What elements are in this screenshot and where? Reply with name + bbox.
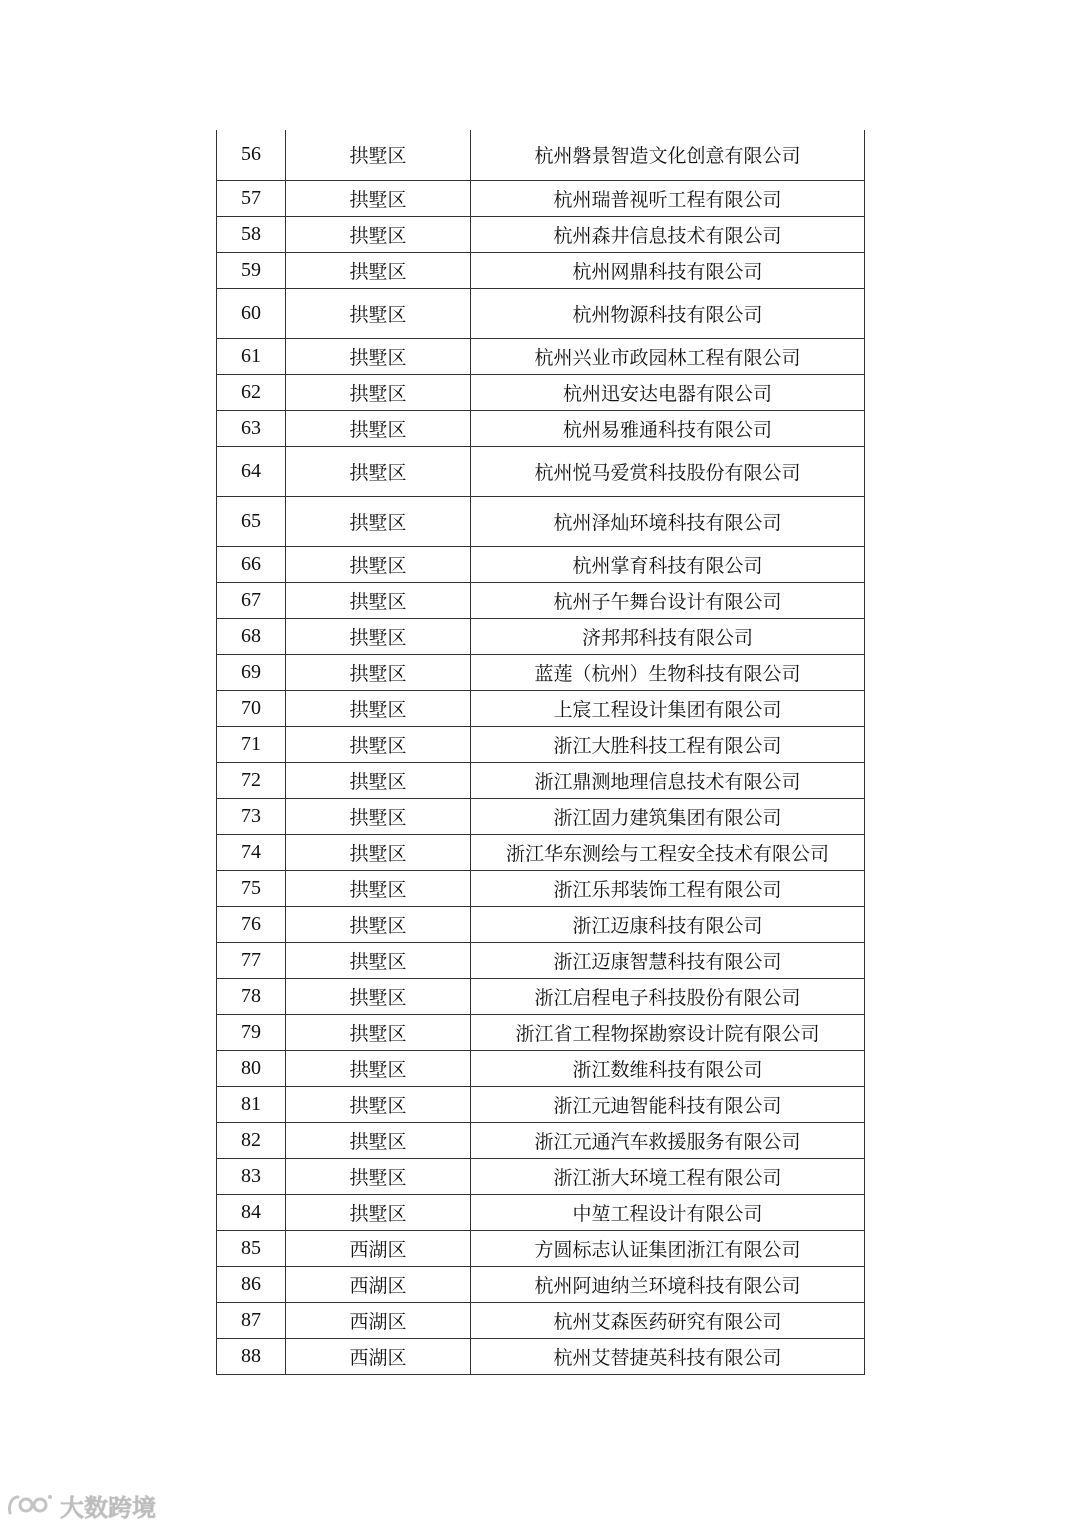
table-row <box>217 834 865 870</box>
table-row <box>217 130 865 180</box>
district-cell: 拱墅区 <box>286 870 471 906</box>
district-cell: 拱墅区 <box>286 654 471 690</box>
district-cell: 拱墅区 <box>286 546 471 582</box>
row-number-cell: 84 <box>217 1194 286 1230</box>
table-row <box>217 410 865 446</box>
table-row <box>217 1086 865 1122</box>
company-name-cell: 杭州艾森医药研究有限公司 <box>471 1302 865 1338</box>
district-cell: 拱墅区 <box>286 252 471 288</box>
table-row <box>217 1122 865 1158</box>
table-row <box>217 1338 865 1374</box>
company-name-cell: 杭州瑞普视听工程有限公司 <box>471 180 865 216</box>
district-cell: 拱墅区 <box>286 582 471 618</box>
table-row <box>217 252 865 288</box>
table-row <box>217 1266 865 1302</box>
row-number-cell: 75 <box>217 870 286 906</box>
district-cell: 西湖区 <box>286 1230 471 1266</box>
district-cell: 拱墅区 <box>286 410 471 446</box>
district-cell: 拱墅区 <box>286 978 471 1014</box>
table-row <box>217 180 865 216</box>
company-name-cell: 方圆标志认证集团浙江有限公司 <box>471 1230 865 1266</box>
table-row <box>217 906 865 942</box>
row-number-cell: 69 <box>217 654 286 690</box>
row-number-cell: 64 <box>217 446 286 496</box>
company-name-cell: 杭州阿迪纳兰环境科技有限公司 <box>471 1266 865 1302</box>
company-name-cell: 浙江元通汽车救援服务有限公司 <box>471 1122 865 1158</box>
table-row <box>217 1230 865 1266</box>
table-row <box>217 338 865 374</box>
row-number-cell: 72 <box>217 762 286 798</box>
district-cell: 拱墅区 <box>286 834 471 870</box>
table-row <box>217 1194 865 1230</box>
district-cell: 拱墅区 <box>286 1014 471 1050</box>
table-row <box>217 546 865 582</box>
row-number-cell: 65 <box>217 496 286 546</box>
row-number-cell: 56 <box>217 130 286 180</box>
district-cell: 拱墅区 <box>286 1050 471 1086</box>
district-cell: 拱墅区 <box>286 288 471 338</box>
company-name-cell: 浙江固力建筑集团有限公司 <box>471 798 865 834</box>
table-row <box>217 496 865 546</box>
table-row <box>217 654 865 690</box>
company-name-cell: 浙江大胜科技工程有限公司 <box>471 726 865 762</box>
row-number-cell: 67 <box>217 582 286 618</box>
district-cell: 拱墅区 <box>286 1194 471 1230</box>
table-row <box>217 1014 865 1050</box>
row-number-cell: 88 <box>217 1338 286 1374</box>
watermark <box>6 1490 156 1520</box>
row-number-cell: 81 <box>217 1086 286 1122</box>
district-cell: 拱墅区 <box>286 618 471 654</box>
table-row <box>217 288 865 338</box>
company-name-cell: 杭州艾替捷英科技有限公司 <box>471 1338 865 1374</box>
row-number-cell: 57 <box>217 180 286 216</box>
row-number-cell: 63 <box>217 410 286 446</box>
company-name-cell: 杭州磐景智造文化创意有限公司 <box>471 130 865 180</box>
company-name-cell: 浙江乐邦装饰工程有限公司 <box>471 870 865 906</box>
district-cell: 拱墅区 <box>286 130 471 180</box>
company-name-cell: 浙江鼎测地理信息技术有限公司 <box>471 762 865 798</box>
table-row <box>217 1158 865 1194</box>
table-row <box>217 374 865 410</box>
district-cell: 拱墅区 <box>286 338 471 374</box>
district-cell: 拱墅区 <box>286 726 471 762</box>
district-cell: 拱墅区 <box>286 762 471 798</box>
company-name-cell: 杭州网鼎科技有限公司 <box>471 252 865 288</box>
company-name-cell: 蓝莲（杭州）生物科技有限公司 <box>471 654 865 690</box>
row-number-cell: 78 <box>217 978 286 1014</box>
company-name-cell: 杭州物源科技有限公司 <box>471 288 865 338</box>
district-cell: 拱墅区 <box>286 216 471 252</box>
row-number-cell: 79 <box>217 1014 286 1050</box>
table-row <box>217 690 865 726</box>
company-name-cell: 杭州掌育科技有限公司 <box>471 546 865 582</box>
company-name-cell: 杭州易雅通科技有限公司 <box>471 410 865 446</box>
row-number-cell: 61 <box>217 338 286 374</box>
row-number-cell: 83 <box>217 1158 286 1194</box>
table-row <box>217 1302 865 1338</box>
company-name-cell: 济邦邦科技有限公司 <box>471 618 865 654</box>
row-number-cell: 68 <box>217 618 286 654</box>
row-number-cell: 82 <box>217 1122 286 1158</box>
district-cell: 拱墅区 <box>286 942 471 978</box>
row-number-cell: 71 <box>217 726 286 762</box>
district-cell: 拱墅区 <box>286 446 471 496</box>
district-cell: 拱墅区 <box>286 1158 471 1194</box>
company-name-cell: 浙江迈康智慧科技有限公司 <box>471 942 865 978</box>
company-name-cell: 浙江数维科技有限公司 <box>471 1050 865 1086</box>
table-row <box>217 726 865 762</box>
district-cell: 西湖区 <box>286 1302 471 1338</box>
table-row <box>217 216 865 252</box>
row-number-cell: 59 <box>217 252 286 288</box>
company-name-cell: 杭州迅安达电器有限公司 <box>471 374 865 410</box>
company-list-table <box>216 130 865 1375</box>
company-name-cell: 中堃工程设计有限公司 <box>471 1194 865 1230</box>
row-number-cell: 86 <box>217 1266 286 1302</box>
district-cell: 拱墅区 <box>286 374 471 410</box>
row-number-cell: 87 <box>217 1302 286 1338</box>
district-cell: 西湖区 <box>286 1266 471 1302</box>
table-row <box>217 618 865 654</box>
row-number-cell: 58 <box>217 216 286 252</box>
company-name-cell: 浙江迈康科技有限公司 <box>471 906 865 942</box>
table-row <box>217 1050 865 1086</box>
table-row <box>217 942 865 978</box>
company-name-cell: 上宸工程设计集团有限公司 <box>471 690 865 726</box>
table-row <box>217 582 865 618</box>
district-cell: 拱墅区 <box>286 906 471 942</box>
row-number-cell: 76 <box>217 906 286 942</box>
table-row <box>217 978 865 1014</box>
row-number-cell: 80 <box>217 1050 286 1086</box>
table-row <box>217 762 865 798</box>
company-name-cell: 浙江启程电子科技股份有限公司 <box>471 978 865 1014</box>
watermark-logo-icon <box>6 1491 54 1519</box>
row-number-cell: 73 <box>217 798 286 834</box>
district-cell: 拱墅区 <box>286 1086 471 1122</box>
district-cell: 拱墅区 <box>286 690 471 726</box>
company-name-cell: 浙江浙大环境工程有限公司 <box>471 1158 865 1194</box>
company-list-body <box>217 130 865 1374</box>
table-row <box>217 870 865 906</box>
company-name-cell: 杭州泽灿环境科技有限公司 <box>471 496 865 546</box>
company-name-cell: 杭州森井信息技术有限公司 <box>471 216 865 252</box>
company-name-cell: 杭州悦马爱赏科技股份有限公司 <box>471 446 865 496</box>
company-name-cell: 浙江元迪智能科技有限公司 <box>471 1086 865 1122</box>
row-number-cell: 77 <box>217 942 286 978</box>
district-cell: 拱墅区 <box>286 798 471 834</box>
company-name-cell: 杭州子午舞台设计有限公司 <box>471 582 865 618</box>
row-number-cell: 85 <box>217 1230 286 1266</box>
company-name-cell: 浙江华东测绘与工程安全技术有限公司 <box>471 834 865 870</box>
table-row <box>217 798 865 834</box>
row-number-cell: 60 <box>217 288 286 338</box>
table-row <box>217 446 865 496</box>
district-cell: 拱墅区 <box>286 1122 471 1158</box>
district-cell: 西湖区 <box>286 1338 471 1374</box>
row-number-cell: 62 <box>217 374 286 410</box>
row-number-cell: 70 <box>217 690 286 726</box>
row-number-cell: 66 <box>217 546 286 582</box>
district-cell: 拱墅区 <box>286 496 471 546</box>
row-number-cell: 74 <box>217 834 286 870</box>
company-name-cell: 浙江省工程物探勘察设计院有限公司 <box>471 1014 865 1050</box>
watermark-text: 大数跨境 <box>60 1493 156 1522</box>
company-name-cell: 杭州兴业市政园林工程有限公司 <box>471 338 865 374</box>
district-cell: 拱墅区 <box>286 180 471 216</box>
